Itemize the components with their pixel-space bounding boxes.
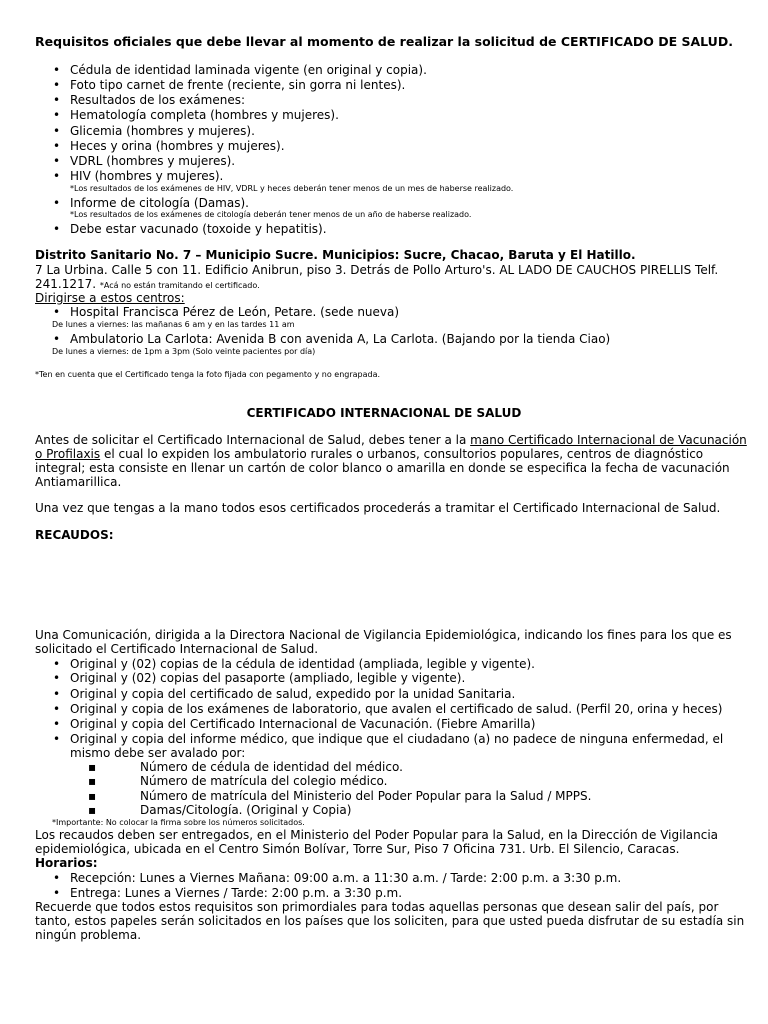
page-title: Requisitos oficiales que debe llevar al momento de realizar la solicitud de CERTIFICADO DE SALUD. [35, 34, 733, 49]
list-item: • HIV (hombres y mujeres). [70, 169, 223, 184]
foto-note: *Ten en cuenta que el Certificado tenga la foto fijada con pegamento y no engrapada. [35, 370, 381, 379]
paragraph-line: Antiamarillica. [35, 475, 122, 489]
paragraph-line [35, 447, 703, 462]
horarios-heading: Horarios: [35, 856, 98, 870]
text-run: Antes de solicitar el Certificado Internacional de Salud, debes tener a la [35, 433, 471, 447]
sub-list-item: ▪ Número de matrícula del colegio médico. [140, 774, 388, 789]
note-citologia: *Los resultados de los exámenes de citología deberán tener menos de un año de haberse realizado. [70, 210, 472, 219]
note-hiv: *Los resultados de los exámenes de HIV, VDRL y heces deberán tener menos de un mes de haberse realizado. [70, 184, 514, 193]
list-item: • Original y (02) copias de la cédula de identidad (ampliada, legible y vigente). [70, 657, 535, 672]
list-item: • Original y copia del informe médico, que indique que el ciudadano (a) no padece de ninguna enfermedad, el [70, 732, 723, 747]
paragraph-line: Una Comunicación, dirigida a la Directora Nacional de Vigilancia Epidemiológica, indicando los fines para los que es [35, 628, 732, 642]
list-item-continuation: mismo debe ser avalado por: [70, 746, 246, 760]
importante-note: *Importante: No colocar la firma sobre los números solicitados. [52, 818, 305, 827]
list-item: • Cédula de identidad laminada vigente (en original y copia). [70, 63, 427, 78]
list-item: • Heces y orina (hombres y mujeres). [70, 139, 285, 154]
paragraph-line: integral; esta consiste en llenar un cartón de color blanco o amarilla en donde se especifica la fecha de vacunación [35, 461, 730, 475]
address-line: 7 La Urbina. Calle 5 con 11. Edificio Anibrun, piso 3. Detrás de Pollo Arturo's. AL LADO DE CAUCHOS PIRELLIS Telf. [35, 263, 719, 277]
list-item: • Original y copia de los exámenes de laboratorio, que avalen el certificado de salud. (Perfil 20, orina y heces) [70, 702, 722, 717]
link[interactable]: mano Certificado Internacional de Vacunación [470, 433, 747, 447]
paragraph-line: ningún problema. [35, 928, 142, 942]
recaudos-heading: RECAUDOS: [35, 528, 114, 542]
list-item: • Original y copia del certificado de salud, expedido por la unidad Sanitaria. [70, 687, 515, 702]
sub-list-item: ▪ Número de matrícula del Ministerio del Poder Popular para la Salud / MPPS. [140, 789, 591, 804]
link[interactable]: o Profilaxis [35, 447, 101, 461]
list-item: • Foto tipo carnet de frente (reciente, sin gorra ni lentes). [70, 78, 405, 93]
paragraph-line: epidemiológica, ubicada en el Centro Simón Bolívar, Torre Sur, Piso 7 Oficina 731. Urb. El Silencio, Caracas. [35, 842, 680, 856]
paragraph-line: tanto, estos papeles serán solicitados en los países que los soliciten, para que usted pueda disfrutar de su estadía sin [35, 914, 745, 928]
address-line [35, 277, 260, 292]
list-item: • VDRL (hombres y mujeres). [70, 154, 235, 169]
list-item: • Glicemia (hombres y mujeres). [70, 124, 255, 139]
paragraph-line [35, 433, 747, 448]
text-run: el cual lo expiden los ambulatorio rurales o urbanos, consultorios populares, centros de diagnóstico [100, 447, 704, 461]
address-phone: 241.1217. [35, 277, 97, 291]
distrito-heading: Distrito Sanitario No. 7 – Municipio Sucre. Municipios: Sucre, Chacao, Baruta y El Hatillo. [35, 248, 636, 262]
list-item: • Entrega: Lunes a Viernes / Tarde: 2:00 p.m. a 3:30 p.m. [70, 886, 402, 901]
paragraph: Una vez que tengas a la mano todos esos certificados procederás a tramitar el Certificado Internacional de Salud. [35, 501, 721, 515]
paragraph-line: Recuerde que todos estos requisitos son primordiales para todas aquellas personas que desean salir del país, por [35, 900, 719, 914]
address-note: *Acá no están tramitando el certificado. [99, 281, 260, 290]
list-item: • Informe de citología (Damas). [70, 196, 249, 211]
list-item: • Original y copia del Certificado Internacional de Vacunación. (Fiebre Amarilla) [70, 717, 535, 732]
dirigirse-label: Dirigirse a estos centros: [35, 291, 185, 305]
center-hours: De lunes a viernes: las mañanas 6 am y en las tardes 11 am [52, 320, 295, 329]
sub-list-item: ▪ Número de cédula de identidad del médico. [140, 760, 403, 775]
paragraph-line: Los recaudos deben ser entregados, en el Ministerio del Poder Popular para la Salud, en la Dirección de Vigilancia [35, 828, 719, 842]
list-item: • Debe estar vacunado (toxoide y hepatitis). [70, 222, 327, 237]
center-item: • Hospital Francisca Pérez de León, Petare. (sede nueva) [70, 305, 399, 320]
paragraph-line: solicitado el Certificado Internacional de Salud. [35, 642, 319, 656]
sub-list-item: ▪ Damas/Citología. (Original y Copia) [140, 803, 351, 818]
list-item: • Resultados de los exámenes: [70, 93, 245, 108]
list-item: • Recepción: Lunes a Viernes Mañana: 09:00 a.m. a 11:30 a.m. / Tarde: 2:00 p.m. a 3:30 p.m. [70, 871, 621, 886]
center-hours: De lunes a viernes: de 1pm a 3pm (Solo veinte pacientes por día) [52, 347, 316, 356]
section-heading: CERTIFICADO INTERNACIONAL DE SALUD [246, 406, 522, 420]
list-item: • Original y (02) copias del pasaporte (ampliado, legible y vigente). [70, 671, 465, 686]
list-item: • Hematología completa (hombres y mujeres). [70, 108, 339, 123]
center-item: • Ambulatorio La Carlota: Avenida B con avenida A, La Carlota. (Bajando por la tienda Ciao) [70, 332, 610, 347]
